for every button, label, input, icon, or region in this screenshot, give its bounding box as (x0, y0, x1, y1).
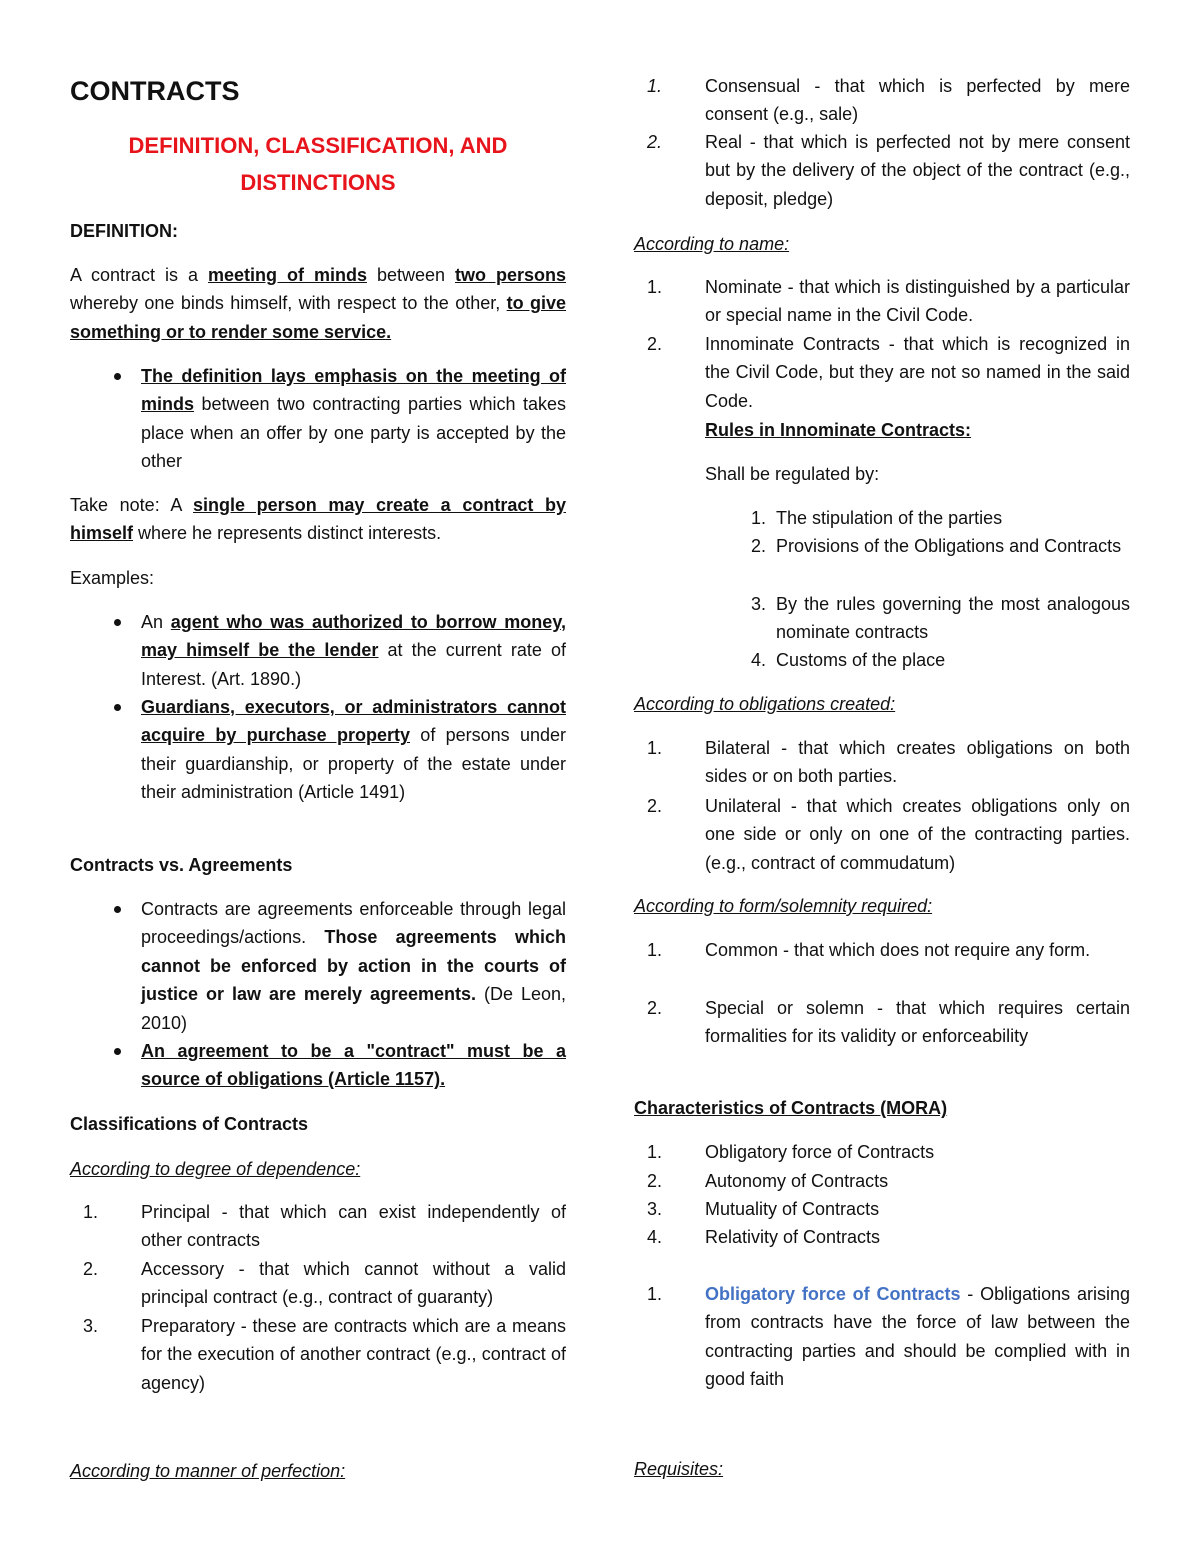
contracts-vs-agreements-heading: Contracts vs. Agreements (70, 855, 293, 875)
bullet-icon (114, 906, 121, 913)
dependence-label: According to degree of dependence: (70, 1159, 361, 1179)
obligations-label: According to obligations created: (634, 694, 896, 714)
take-note: Take note: A single person may create a contract by himself where he represents distinct interests. (70, 495, 567, 544)
perfection-label: According to manner of perfection: (70, 1461, 346, 1481)
bullet-icon (114, 373, 121, 380)
requisites-label: Requisites: (634, 1459, 724, 1479)
examples-label: Examples: (70, 568, 155, 588)
subtitle-line-2: DISTINCTIONS (240, 170, 396, 195)
definition-heading: DEFINITION: (70, 221, 178, 241)
form-label: According to form/solemnity required: (634, 896, 933, 916)
definition-paragraph: A contract is a meeting of minds between two persons whereby one binds himself, with respect to the other, to give something or to render some service. (70, 265, 567, 342)
classifications-heading: Classifications of Contracts (70, 1114, 309, 1134)
characteristics-heading: Characteristics of Contracts (MORA) (634, 1098, 948, 1118)
regulated-by: Shall be regulated by: (705, 464, 880, 484)
bullet-icon (114, 619, 121, 626)
innominate-rules-heading: Rules in Innominate Contracts: (705, 420, 972, 440)
name-label: According to name: (634, 234, 790, 254)
document-title: CONTRACTS (70, 76, 240, 106)
bullet-icon (114, 704, 121, 711)
subtitle-line-1: DEFINITION, CLASSIFICATION, AND (128, 133, 508, 158)
bullet-icon (114, 1048, 121, 1055)
